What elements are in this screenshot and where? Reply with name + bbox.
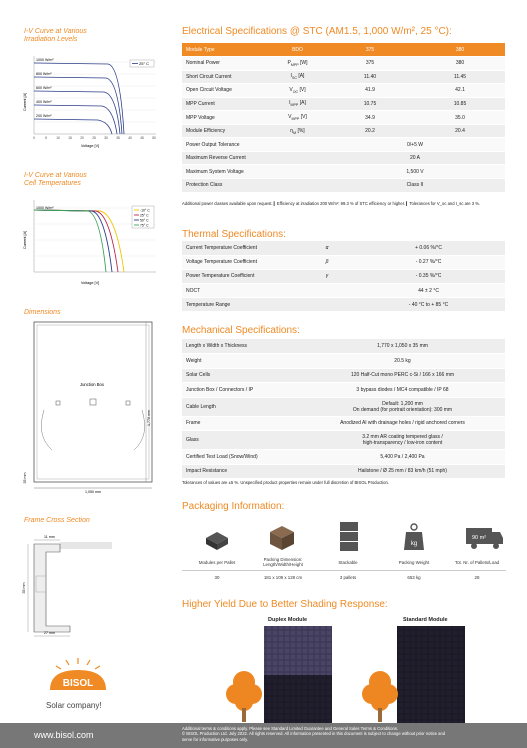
svg-text:1000 W/m²: 1000 W/m²	[36, 58, 54, 62]
row-value: - 0.27 %/°C	[352, 255, 505, 269]
row-label: Certified Test Load (Snow/Wind)	[182, 450, 300, 465]
mechanical-row	[182, 416, 505, 431]
row-value-375: 20.2	[325, 124, 415, 138]
svg-text:25: 25	[92, 136, 96, 140]
mechanical-row	[182, 368, 505, 383]
row-value-375: 10.75	[325, 97, 415, 111]
row-label: MPP Voltage	[182, 111, 270, 125]
electrical-row	[182, 138, 505, 152]
electrical-row	[182, 84, 505, 98]
svg-text:27 mm: 27 mm	[44, 631, 55, 635]
row-value: 3.2 mm AR coating tempered glass / high-transparency / low-iron content	[300, 431, 505, 450]
thermal-table	[182, 241, 505, 312]
thermal-row	[182, 241, 505, 255]
row-label: Temperature Range	[182, 298, 302, 312]
row-value-375: 375	[325, 57, 415, 71]
svg-text:-10° C: -10° C	[140, 208, 150, 213]
row-value: 44 ± 2 °C	[352, 284, 505, 298]
row-label: Module Type	[182, 43, 270, 57]
svg-text:5: 5	[45, 136, 47, 140]
row-label: Open Circuit Voltage	[182, 84, 270, 98]
junction-box-label: Junction Box	[80, 382, 104, 387]
row-label: Impact Resistance	[182, 464, 300, 479]
curve-200	[34, 119, 112, 134]
mechanical-note: Tolerances of values are ±5 %. Unspecified product properties remain under full discretion of BISOL Production.	[182, 480, 389, 485]
svg-text:1,770 mm: 1,770 mm	[147, 410, 151, 426]
row-label: Protection Class	[182, 178, 270, 192]
row-symbol: $I_{MPP}$ [A]	[270, 97, 325, 111]
thermal-title: Thermal Specifications:	[182, 229, 286, 240]
svg-text:30: 30	[104, 136, 108, 140]
svg-text:400 W/m²: 400 W/m²	[36, 100, 52, 104]
mechanical-row	[182, 383, 505, 398]
standard-label: Standard Module	[403, 617, 448, 623]
row-value: + 0.06 %/°C	[352, 241, 505, 255]
row-value: Hailstone / Ø 25 mm / 83 km/h (51 mph)	[300, 464, 505, 479]
row-value-375: 375	[325, 43, 415, 57]
svg-text:11 mm: 11 mm	[44, 535, 55, 539]
electrical-row	[182, 178, 505, 192]
row-symbol	[302, 284, 352, 298]
weight-icon	[402, 522, 426, 552]
packaging-title: Packaging Information:	[182, 501, 285, 512]
row-label: Maximum Reverse Current	[182, 151, 270, 165]
row-symbol: $\eta_M$ [%]	[270, 124, 325, 138]
row-label: Current Temperature Coefficient	[182, 241, 302, 255]
row-value: - 40 °C to + 85 °C	[352, 298, 505, 312]
footer-url[interactable]: www.bisol.com	[34, 730, 94, 740]
thermal-row	[182, 255, 505, 269]
iv-temp-ylabel: Current [A]	[23, 230, 27, 250]
row-value-375: 34.9	[325, 111, 415, 125]
frame-section-title: Frame Cross Section	[24, 517, 90, 524]
svg-text:200 W/m²: 200 W/m²	[36, 114, 52, 118]
row-value-375: 11.40	[325, 70, 415, 84]
bisol-logo	[38, 656, 118, 694]
shading-illustration	[182, 624, 508, 724]
svg-text:1000 W/m²: 1000 W/m²	[36, 206, 54, 210]
svg-text:20: 20	[80, 136, 84, 140]
row-value: 20 A	[325, 151, 505, 165]
mechanical-row	[182, 464, 505, 479]
svg-text:600 W/m²: 600 W/m²	[36, 86, 52, 90]
electrical-header-row	[182, 43, 505, 57]
row-symbol: $V_{MPP}$ [V]	[270, 111, 325, 125]
row-value-380: 380	[415, 43, 505, 57]
svg-text:45: 45	[140, 136, 144, 140]
legend-25c: 25° C	[139, 61, 150, 66]
box-dimension-icon	[264, 522, 300, 552]
mechanical-row	[182, 450, 505, 465]
iv-temperature-chart	[20, 196, 160, 292]
svg-text:0: 0	[33, 136, 35, 140]
row-label: Junction Box / Connectors / IP	[182, 383, 300, 398]
electrical-title: Electrical Specifications @ STC (AM1.5, 1,000 W/m², 25 °C):	[182, 26, 452, 37]
row-label: Weight	[182, 354, 300, 369]
row-label: Frame	[182, 416, 300, 431]
row-value-380: 42.1	[415, 84, 505, 98]
thermal-row	[182, 298, 505, 312]
tree-left	[226, 671, 262, 722]
row-label: Power Output Tolerance	[182, 138, 270, 152]
svg-text:75° C: 75° C	[140, 223, 149, 228]
row-label: NOCT	[182, 284, 302, 298]
dimensions-title: Dimensions	[24, 309, 61, 316]
electrical-table	[182, 43, 505, 193]
tagline: Solar company!	[46, 701, 102, 710]
row-value-380: 10.85	[415, 97, 505, 111]
mechanical-row	[182, 339, 505, 354]
svg-text:800 W/m²: 800 W/m²	[36, 72, 52, 76]
electrical-note: Additional power classes available upon request. ▎Efficiency at irradiation 200 W/m²: 99.3 % of STC efficiency or higher. ▎Tolerances for V_oc and I_sc are 3 %.	[182, 201, 481, 206]
row-value: - 0.35 %/°C	[352, 269, 505, 283]
iv-temperature-title: I-V Curve at Various Cell Temperatures	[24, 172, 87, 187]
iv-irr-ylabel: Current [A]	[23, 92, 27, 112]
row-label: Length x Width x Thickness	[182, 339, 300, 354]
row-value-380: 380	[415, 57, 505, 71]
row-symbol: γ	[302, 269, 352, 283]
svg-text:kg: kg	[410, 541, 418, 547]
row-label: Power Temperature Coefficient	[182, 269, 302, 283]
row-symbol: β	[302, 255, 352, 269]
curve-600	[34, 91, 120, 134]
mechanical-row	[182, 397, 505, 416]
row-label: Voltage Temperature Coefficient	[182, 255, 302, 269]
mechanical-table	[182, 339, 505, 479]
row-value: 1,500 V	[325, 165, 505, 179]
row-value-380: 11.45	[415, 70, 505, 84]
svg-text:90 m²: 90 m²	[471, 535, 487, 541]
iv-irr-xlabel: Voltage [V]	[80, 144, 100, 148]
electrical-row	[182, 70, 505, 84]
row-value: 120 Half-Cut mono PERC c-Si / 166 x 166 mm	[300, 368, 505, 383]
row-symbol: α	[302, 241, 352, 255]
row-value: 5,400 Pa / 2,400 Pa	[300, 450, 505, 465]
electrical-row	[182, 124, 505, 138]
footer	[0, 723, 527, 748]
iv-irradiation-chart	[20, 52, 160, 152]
iv-irradiation-title: I-V Curve at Various Irradiation Levels	[24, 28, 87, 43]
thermal-row	[182, 269, 505, 283]
electrical-row	[182, 165, 505, 179]
row-label: Short Circuit Current	[182, 70, 270, 84]
row-value-380: 20.4	[415, 124, 505, 138]
row-symbol: $P_{MPP}$ [W]	[270, 57, 325, 71]
mechanical-title: Mechanical Specifications:	[182, 325, 300, 336]
row-label: Maximum System Voltage	[182, 165, 270, 179]
shading-title: Higher Yield Due to Better Shading Response:	[182, 599, 388, 610]
row-symbol	[302, 298, 352, 312]
svg-text:35 mm: 35 mm	[23, 472, 27, 484]
row-label: Cable Length	[182, 397, 300, 416]
row-label: Glass	[182, 431, 300, 450]
logo-text: BISOL	[62, 678, 94, 689]
row-label: Nominal Power	[182, 57, 270, 71]
mechanical-row	[182, 354, 505, 369]
packaging-labels: Modules per Pallet Packing Dimension: Length/Width/Height Stackable Packing Weight Tot. Nr. of Pallets/Load	[198, 557, 500, 567]
thermal-row	[182, 284, 505, 298]
frame-cross-section	[20, 530, 160, 640]
svg-text:35 mm: 35 mm	[22, 582, 26, 594]
svg-text:1,050 mm: 1,050 mm	[85, 490, 101, 494]
dimensions-drawing	[20, 318, 160, 496]
row-label: MPP Current	[182, 97, 270, 111]
row-value: Default: 1,200 mm On demand (for portrait orientation): 300 mm	[300, 397, 505, 416]
svg-text:50: 50	[152, 136, 156, 140]
electrical-row	[182, 111, 505, 125]
row-value: Class II	[325, 178, 505, 192]
packaging-icons	[182, 520, 506, 586]
electrical-row	[182, 151, 505, 165]
stack-icon	[334, 520, 364, 554]
svg-text:25° C: 25° C	[140, 213, 149, 218]
curve-75	[34, 210, 106, 272]
svg-text:15: 15	[68, 136, 72, 140]
row-symbol: $V_{OC}$ [V]	[270, 84, 325, 98]
iv-temp-xlabel: Voltage [V]	[80, 281, 100, 285]
row-label: Module Efficiency	[182, 124, 270, 138]
row-symbol: BDO	[270, 43, 325, 57]
mechanical-row	[182, 431, 505, 450]
electrical-row	[182, 57, 505, 71]
footer-legal: Additional terms & conditions apply. Please see Standard Limited Guarantee and General Sales Terms & Conditions. © BISOL Production Ltd. July 2022. All rights reserved. All information presented in this document is subject to change without prior notice and serve for informative purposes only.	[182, 726, 446, 742]
curve-50	[34, 210, 112, 272]
row-value: 0/+5 W	[325, 138, 505, 152]
duplex-label: Duplex Module	[268, 617, 308, 623]
pallet-icon	[202, 524, 232, 552]
packaging-values: 30 181 x 109 x 128 cm 3 pallets 653 kg 28	[214, 575, 480, 580]
svg-text:50° C: 50° C	[140, 218, 149, 223]
truck-icon	[464, 522, 504, 552]
svg-text:35: 35	[116, 136, 120, 140]
row-value: 20.5 kg	[300, 354, 505, 369]
electrical-row	[182, 97, 505, 111]
svg-text:10: 10	[56, 136, 60, 140]
row-value-375: 41.9	[325, 84, 415, 98]
svg-text:40: 40	[128, 136, 132, 140]
row-symbol: $I_{SC}$ [A]	[270, 70, 325, 84]
row-label: Solar Cells	[182, 368, 300, 383]
row-value: 3 bypass diodes / MC4 compatible / IP 68	[300, 383, 505, 398]
row-value: 1,770 x 1,050 x 35 mm	[300, 339, 505, 354]
tree-right	[362, 671, 398, 722]
row-value: Anodized Al with drainage holes / rigid anchored corners	[300, 416, 505, 431]
row-value-380: 35.0	[415, 111, 505, 125]
